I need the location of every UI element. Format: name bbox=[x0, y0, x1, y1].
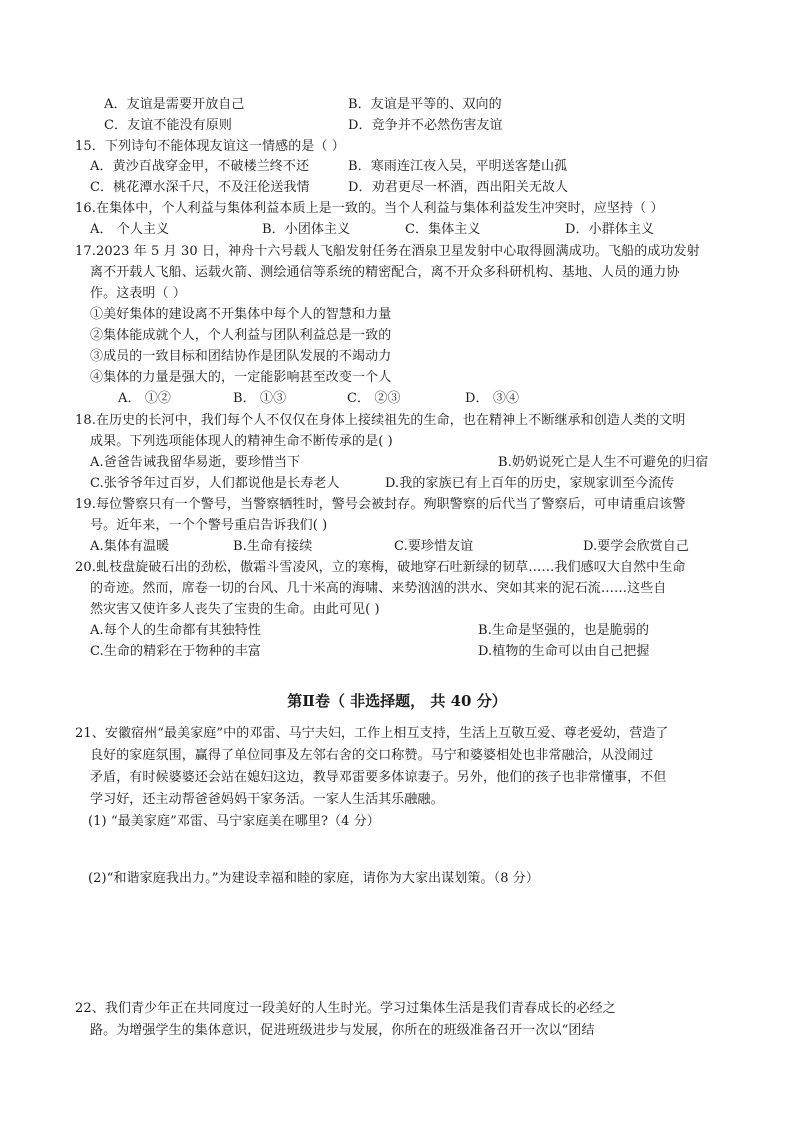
q15-option-c: C．桃花潭水深千尺，不及汪伦送我情 bbox=[90, 180, 310, 195]
q17-option-b: B． ①③ bbox=[233, 391, 287, 406]
q19-option-d: D.要学会欣赏自己 bbox=[583, 539, 689, 554]
q17-option-c: C． ②③ bbox=[347, 391, 401, 406]
q21-stem-line: 矛盾，有时候婆婆还会站在媳妇这边，教导邓雷要多体谅妻子。另外，他们的孩子也非常懂事，不但 bbox=[90, 770, 667, 785]
q22-stem-line: 路。为增强学生的集体意识，促进班级进步与发展，你所在的班级准备召开一次以“团结 bbox=[90, 1023, 595, 1038]
q16-stem: 16.在集体中，个人利益与集体利益本质上是一致的。当个人利益与集体利益发生冲突时，应坚持（ ） bbox=[75, 201, 664, 216]
q20-option-d: D.植物的生命可以由自己把握 bbox=[478, 644, 650, 659]
q21-sub-question-1: (1) “最美家庭”邓雷、马宁家庭美在哪里?（4 分） bbox=[88, 814, 380, 829]
q21-stem-line: 良好的家庭氛围，赢得了单位同事及左邻右舍的交口称赞。马宁和婆婆相处也非常融洽，从没闹过 bbox=[90, 748, 654, 763]
q14-option-b: B．友谊是平等的、双向的 bbox=[348, 97, 502, 112]
q20-option-b: B.生命是坚强的，也是脆弱的 bbox=[478, 623, 650, 638]
section-2-title: 第Ⅱ卷（ 非选择题， 共 40 分） bbox=[287, 692, 507, 710]
q17-item: ①美好集体的建设离不开集体中每个人的智慧和力量 bbox=[90, 307, 392, 322]
q16-option-a: A． 个人主义 bbox=[90, 222, 170, 237]
q22-stem-line: 22、我们青少年正在共同度过一段美好的人生时光。学习过集体生活是我们青春成长的必经之 bbox=[75, 1001, 616, 1016]
q19-option-c: C.要珍惜友谊 bbox=[394, 539, 474, 554]
q17-item: ②集体能成就个人，个人利益与团队利益总是一致的 bbox=[90, 328, 392, 343]
q19-stem-line: 19.每位警察只有一个警号，当警察牺牲时，警号会被封存。殉职警察的后代当了警察后，可申请重启该警 bbox=[75, 497, 686, 512]
q19-stem-line: 号。近年来，一个个警号重启告诉我们( ) bbox=[90, 518, 328, 533]
q17-item: ③成员的一致目标和团结协作是团队发展的不竭动力 bbox=[90, 349, 392, 364]
q15-option-d: D．劝君更尽一杯酒，西出阳关无故人 bbox=[348, 180, 569, 195]
q16-option-b: B．小团体主义 bbox=[262, 222, 351, 237]
q16-option-c: C．集体主义 bbox=[405, 222, 481, 237]
q18-option-d: D.我的家族已有上百年的历史，家规家训至今流传 bbox=[385, 476, 675, 491]
q16-option-d: D．小群体主义 bbox=[565, 222, 655, 237]
q20-stem-line: 然灾害又使许多人丧失了宝贵的生命。由此可见( ) bbox=[90, 602, 380, 617]
q19-option-b: B.生命有接续 bbox=[233, 539, 313, 554]
q20-option-c: C.生命的精彩在于物种的丰富 bbox=[90, 644, 262, 659]
q20-stem-line: 的奇迹。然而，席卷一切的台风、几十米高的海啸、来势汹汹的洪水、突如其来的泥石流……这些自 bbox=[90, 581, 667, 596]
q14-option-c: C．友谊不能没有原则 bbox=[104, 118, 232, 133]
q14-option-d: D．竞争并不必然伤害友谊 bbox=[348, 118, 503, 133]
q15-option-a: A．黄沙百战穿金甲，不破楼兰终不还 bbox=[90, 159, 310, 174]
q17-stem-line: 17.2023 年 5 月 30 日，神舟十六号载人飞船发射任务在酒泉卫星发射中心取得圆满成功。飞船的成功发射 bbox=[75, 244, 700, 259]
q18-stem-line: 18.在历史的长河中，我们每个人不仅仅在身体上接续祖先的生命，也在精神上不断继承和创造人类的文明 bbox=[75, 413, 686, 428]
q17-item: ④集体的力量是强大的，一定能影响甚至改变一个人 bbox=[90, 370, 392, 385]
q18-stem-line: 成果。下列选项能体现人的精神生命不断传承的是( ) bbox=[90, 434, 393, 449]
q20-option-a: A.每个人的生命都有其独特性 bbox=[90, 623, 261, 638]
q18-option-b: B.奶奶说死亡是人生不可避免的归宿 bbox=[498, 455, 709, 470]
q15-option-b: B．寒雨连江夜入吴，平明送客楚山孤 bbox=[348, 159, 568, 174]
q17-option-d: D． ③④ bbox=[465, 391, 520, 406]
q21-sub-question-2: (2)“和谐家庭我出力。”为建设幸福和睦的家庭，请你为大家出谋划策。（8 分） bbox=[88, 871, 540, 886]
q14-option-a: A．友谊是需要开放自己 bbox=[104, 97, 245, 112]
q18-option-c: C.张爷爷年过百岁，人们都说他是长寿老人 bbox=[90, 476, 340, 491]
q19-option-a: A.集体有温暖 bbox=[90, 539, 170, 554]
q15-stem: 15．下列诗句不能体现友谊这一情感的是（ ） bbox=[75, 139, 345, 154]
q17-stem-line: 离不开载人飞船、运载火箭、测绘通信等系统的精密配合，离不开众多科研机构、基地、人员的通力协 bbox=[90, 265, 680, 280]
q20-stem-line: 20.虬枝盘旋破石出的劲松，傲霜斗雪凌风，立的寒梅，破地穿石吐新绿的韧草……我们感叹大自然中生命 bbox=[75, 560, 686, 575]
q18-option-a: A.爸爸告诫我留华易逝，要珍惜当下 bbox=[90, 455, 301, 470]
q21-stem-line: 21、安徽宿州“最美家庭”中的邓雷、马宁夫妇，工作上相互支持，生活上互敬互爱、尊老爱幼，营造了 bbox=[75, 726, 669, 741]
q17-option-a: A． ①② bbox=[118, 391, 172, 406]
q17-stem-line: 作。这表明（ ） bbox=[90, 286, 186, 301]
q21-stem-line: 学习好，还主动帮爸爸妈妈干家务活。一家人生活其乐融融。 bbox=[90, 792, 444, 807]
